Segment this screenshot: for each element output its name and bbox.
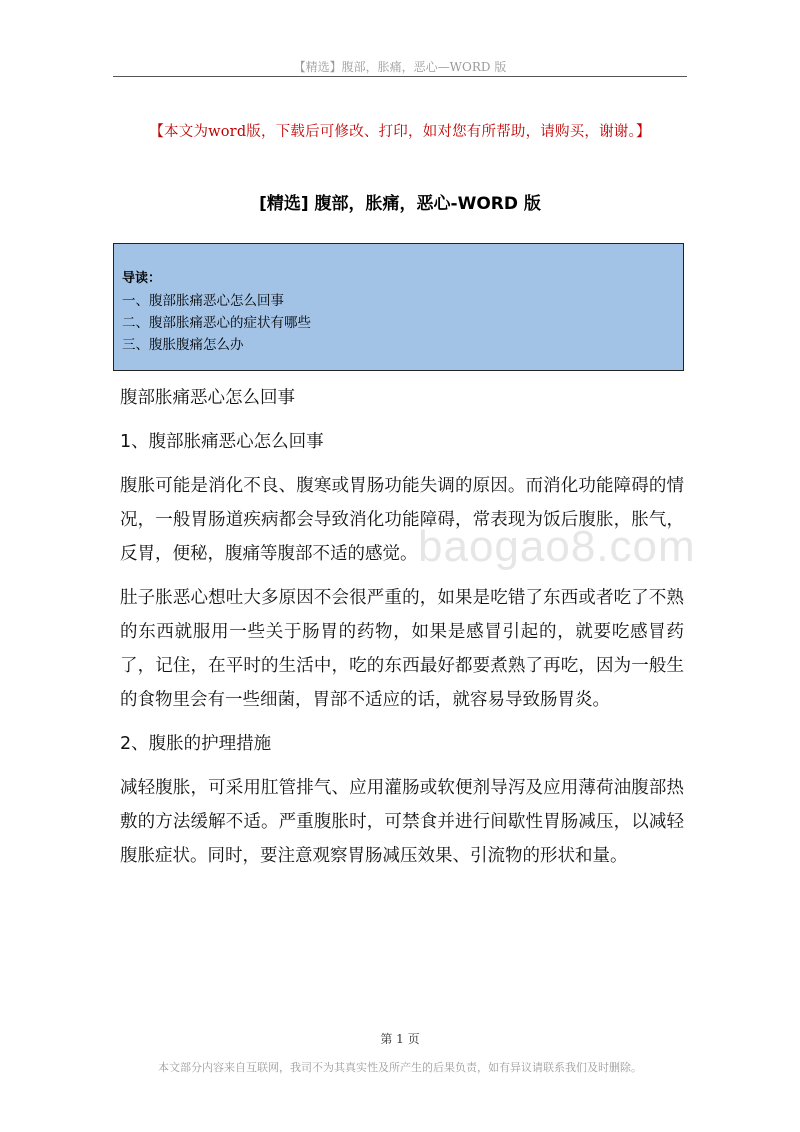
section-heading: 腹部胀痛恶心怎么回事 [120,388,295,408]
footer-disclaimer: 本文部分内容来自互联网，我司不为其真实性及所产生的后果负责，如有异议请联系我们及时删除。 [158,1061,642,1074]
paragraph: 腹胀可能是消化不良、腹寒或胃肠功能失调的原因。而消化功能障碍的情况，一般胃肠道疾病都会导致消化功能障碍，常表现为饭后腹胀，胀气，反胃，便秘，腹痛等腹部不适的感觉。 [120,476,684,564]
download-notice: 【本文为word版，下载后可修改、打印，如对您有所帮助，请购买，谢谢。】 [149,124,651,140]
guide-item: 三、腹胀腹痛怎么办 [122,337,244,353]
guide-item: 二、腹部胀痛恶心的症状有哪些 [122,315,311,331]
paragraph: 肚子胀恶心想吐大多原因不会很严重的，如果是吃错了东西或者吃了不熟的东西就服用一些关于肠胃的药物，如果是感冒引起的，就要吃感冒药了，记住，在平时的生活中，吃的东西最好都要煮熟了再吃，因为一般生的食物里会有一些细菌，胃部不适应的话，就容易导致肠胃炎。 [120,588,684,710]
subsection-heading: 1、腹部胀痛恶心怎么回事 [120,432,324,452]
document-title: [精选] 腹部，胀痛，恶心-WORD 版 [259,194,541,214]
subsection-heading: 2、腹胀的护理措施 [120,734,272,754]
document-body [120,376,684,878]
guide-label: 导读： [122,271,162,286]
header-divider [113,76,687,77]
watermark: baogao8.com [418,522,696,571]
guide-item: 一、腹部胀痛恶心怎么回事 [122,293,284,309]
page-number: 第 1 页 [380,1032,420,1046]
guide-box [113,243,684,371]
paragraph: 减轻腹胀，可采用肛管排气、应用灌肠或软便剂导泻及应用薄荷油腹部热敷的方法缓解不适。严重腹胀时，可禁食并进行间歇性胃肠减压，以减轻腹胀症状。同时，要注意观察胃肠减压效果、引流物的形状和量。 [120,778,684,866]
page-header: 【精选】腹部，胀痛，恶心—WORD 版 [293,60,507,74]
